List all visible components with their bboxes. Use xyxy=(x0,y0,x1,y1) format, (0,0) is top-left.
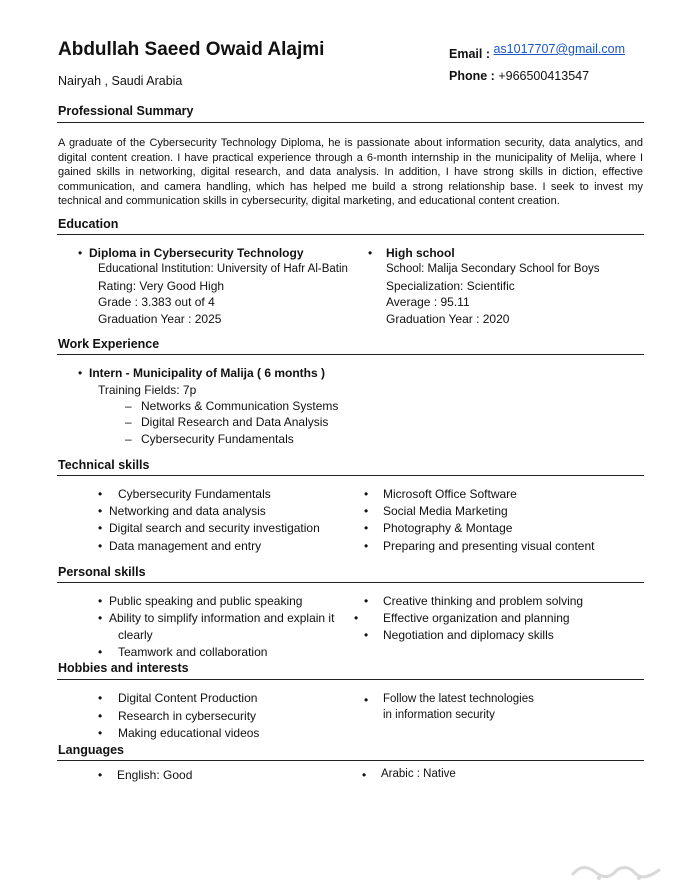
hobbies-heading: Hobbies and interests xyxy=(58,661,189,675)
training-field: Cybersecurity Fundamentals xyxy=(141,432,294,446)
personal-skill: Effective organization and planning xyxy=(383,611,570,625)
bullet: • xyxy=(98,611,103,625)
bullet: • xyxy=(364,487,369,501)
email-row xyxy=(449,42,625,61)
bullet: • xyxy=(364,628,369,642)
hobby: Research in cybersecurity xyxy=(118,709,257,723)
bullet: • xyxy=(364,594,369,608)
education-line: Educational Institution: University of Hafr Al-Batin xyxy=(98,263,348,275)
experience-heading: Work Experience xyxy=(58,337,160,351)
phone-row xyxy=(449,69,589,83)
personal-skill: Public speaking and public speaking xyxy=(109,594,303,608)
bullet: • xyxy=(362,768,367,782)
hobby: Making educational videos xyxy=(118,726,260,740)
bullet: • xyxy=(78,366,83,380)
email-link[interactable]: as1017707@gmail.com xyxy=(493,42,625,56)
education-title: Diploma in Cybersecurity Technology xyxy=(89,246,304,260)
bullet: • xyxy=(78,246,83,260)
technical-divider xyxy=(57,475,644,476)
education-line: Graduation Year : 2025 xyxy=(98,312,222,326)
personal-skill: Creative thinking and problem solving xyxy=(383,594,584,608)
personal-skill: Negotiation and diplomacy skills xyxy=(383,628,554,642)
education-line: Rating: Very Good High xyxy=(98,279,225,293)
bullet: • xyxy=(98,539,103,553)
education-line: School: Malija Secondary School for Boys xyxy=(386,263,600,275)
personal-heading: Personal skills xyxy=(58,565,146,579)
summary-heading: Professional Summary xyxy=(58,104,194,118)
technical-skill: Data management and entry xyxy=(109,539,262,553)
bullet: • xyxy=(98,504,103,518)
education-title: High school xyxy=(386,246,455,260)
education-line: Average : 95.11 xyxy=(386,295,470,309)
bullet: • xyxy=(364,504,369,518)
experience-title: Intern - Municipality of Malija ( 6 months ) xyxy=(89,366,326,380)
personal-divider xyxy=(57,582,644,583)
bullet: • xyxy=(98,594,103,608)
technical-skill: Preparing and presenting visual content xyxy=(383,539,595,553)
languages-heading: Languages xyxy=(58,743,124,757)
bullet: • xyxy=(98,645,103,659)
training-fields-label: Training Fields: 7p xyxy=(98,383,197,397)
education-line: Grade : 3.383 out of 4 xyxy=(98,295,215,309)
phone-label: Phone : xyxy=(449,69,495,83)
bullet: • xyxy=(368,246,373,260)
bullet: • xyxy=(98,709,103,723)
education-heading: Education xyxy=(58,217,119,231)
bullet: • xyxy=(364,693,369,707)
language-english: English: Good xyxy=(117,768,193,782)
hobby: Digital Content Production xyxy=(118,691,258,705)
technical-skill: Digital search and security investigation xyxy=(109,521,320,535)
dash: – xyxy=(125,432,132,446)
bullet: • xyxy=(364,539,369,553)
training-field: Networks & Communication Systems xyxy=(141,399,339,413)
candidate-location: Nairyah , Saudi Arabia xyxy=(58,74,183,88)
hobby: Follow the latest technologies xyxy=(383,693,534,705)
languages-divider xyxy=(57,760,644,761)
hobbies-divider xyxy=(57,679,644,680)
education-line: Graduation Year : 2020 xyxy=(386,312,510,326)
bullet: • xyxy=(98,521,103,535)
technical-skill: Photography & Montage xyxy=(383,521,513,535)
bullet: • xyxy=(98,768,103,782)
candidate-name: Abdullah Saeed Owaid Alajmi xyxy=(58,39,325,60)
bullet: • xyxy=(354,611,359,625)
email-label: Email : xyxy=(449,47,490,61)
bullet: • xyxy=(98,726,103,740)
training-field: Digital Research and Data Analysis xyxy=(141,415,329,429)
education-line: Specialization: Scientific xyxy=(386,279,515,293)
bullet: • xyxy=(98,691,103,705)
dash: – xyxy=(125,415,132,429)
technical-skill: Microsoft Office Software xyxy=(383,487,517,501)
hobby-continued: in information security xyxy=(383,709,495,721)
language-arabic: Arabic : Native xyxy=(381,768,456,780)
technical-skill: Social Media Marketing xyxy=(383,504,508,518)
technical-skill: Cybersecurity Fundamentals xyxy=(118,487,271,501)
summary-text: A graduate of the Cybersecurity Technology Diploma, he is passionate about information security, data analytics, and digital content creation. I have practical experience through a 6-month internship in the municipality of Melija, where I gained skills in networking, digital research, and data analysis. In addition, I have strong skills in diction, effective communication, and camera handling, which has helped me build a strong relationship base. I seek to invest my technical and communication skills in cybersecurity, digital marketing, and educational content creation. xyxy=(58,137,643,208)
dash: – xyxy=(125,399,132,413)
technical-heading: Technical skills xyxy=(58,458,150,472)
experience-divider xyxy=(57,354,644,355)
personal-skill-continued: clearly xyxy=(118,628,153,642)
education-divider xyxy=(57,234,644,235)
summary-divider xyxy=(57,122,644,123)
bullet: • xyxy=(364,521,369,535)
personal-skill: Teamwork and collaboration xyxy=(118,645,268,659)
phone-value: +966500413547 xyxy=(498,69,590,83)
watermark-logo xyxy=(569,858,664,882)
personal-skill: Ability to simplify information and explain it xyxy=(109,611,335,625)
bullet: • xyxy=(98,487,103,501)
technical-skill: Networking and data analysis xyxy=(109,504,266,518)
